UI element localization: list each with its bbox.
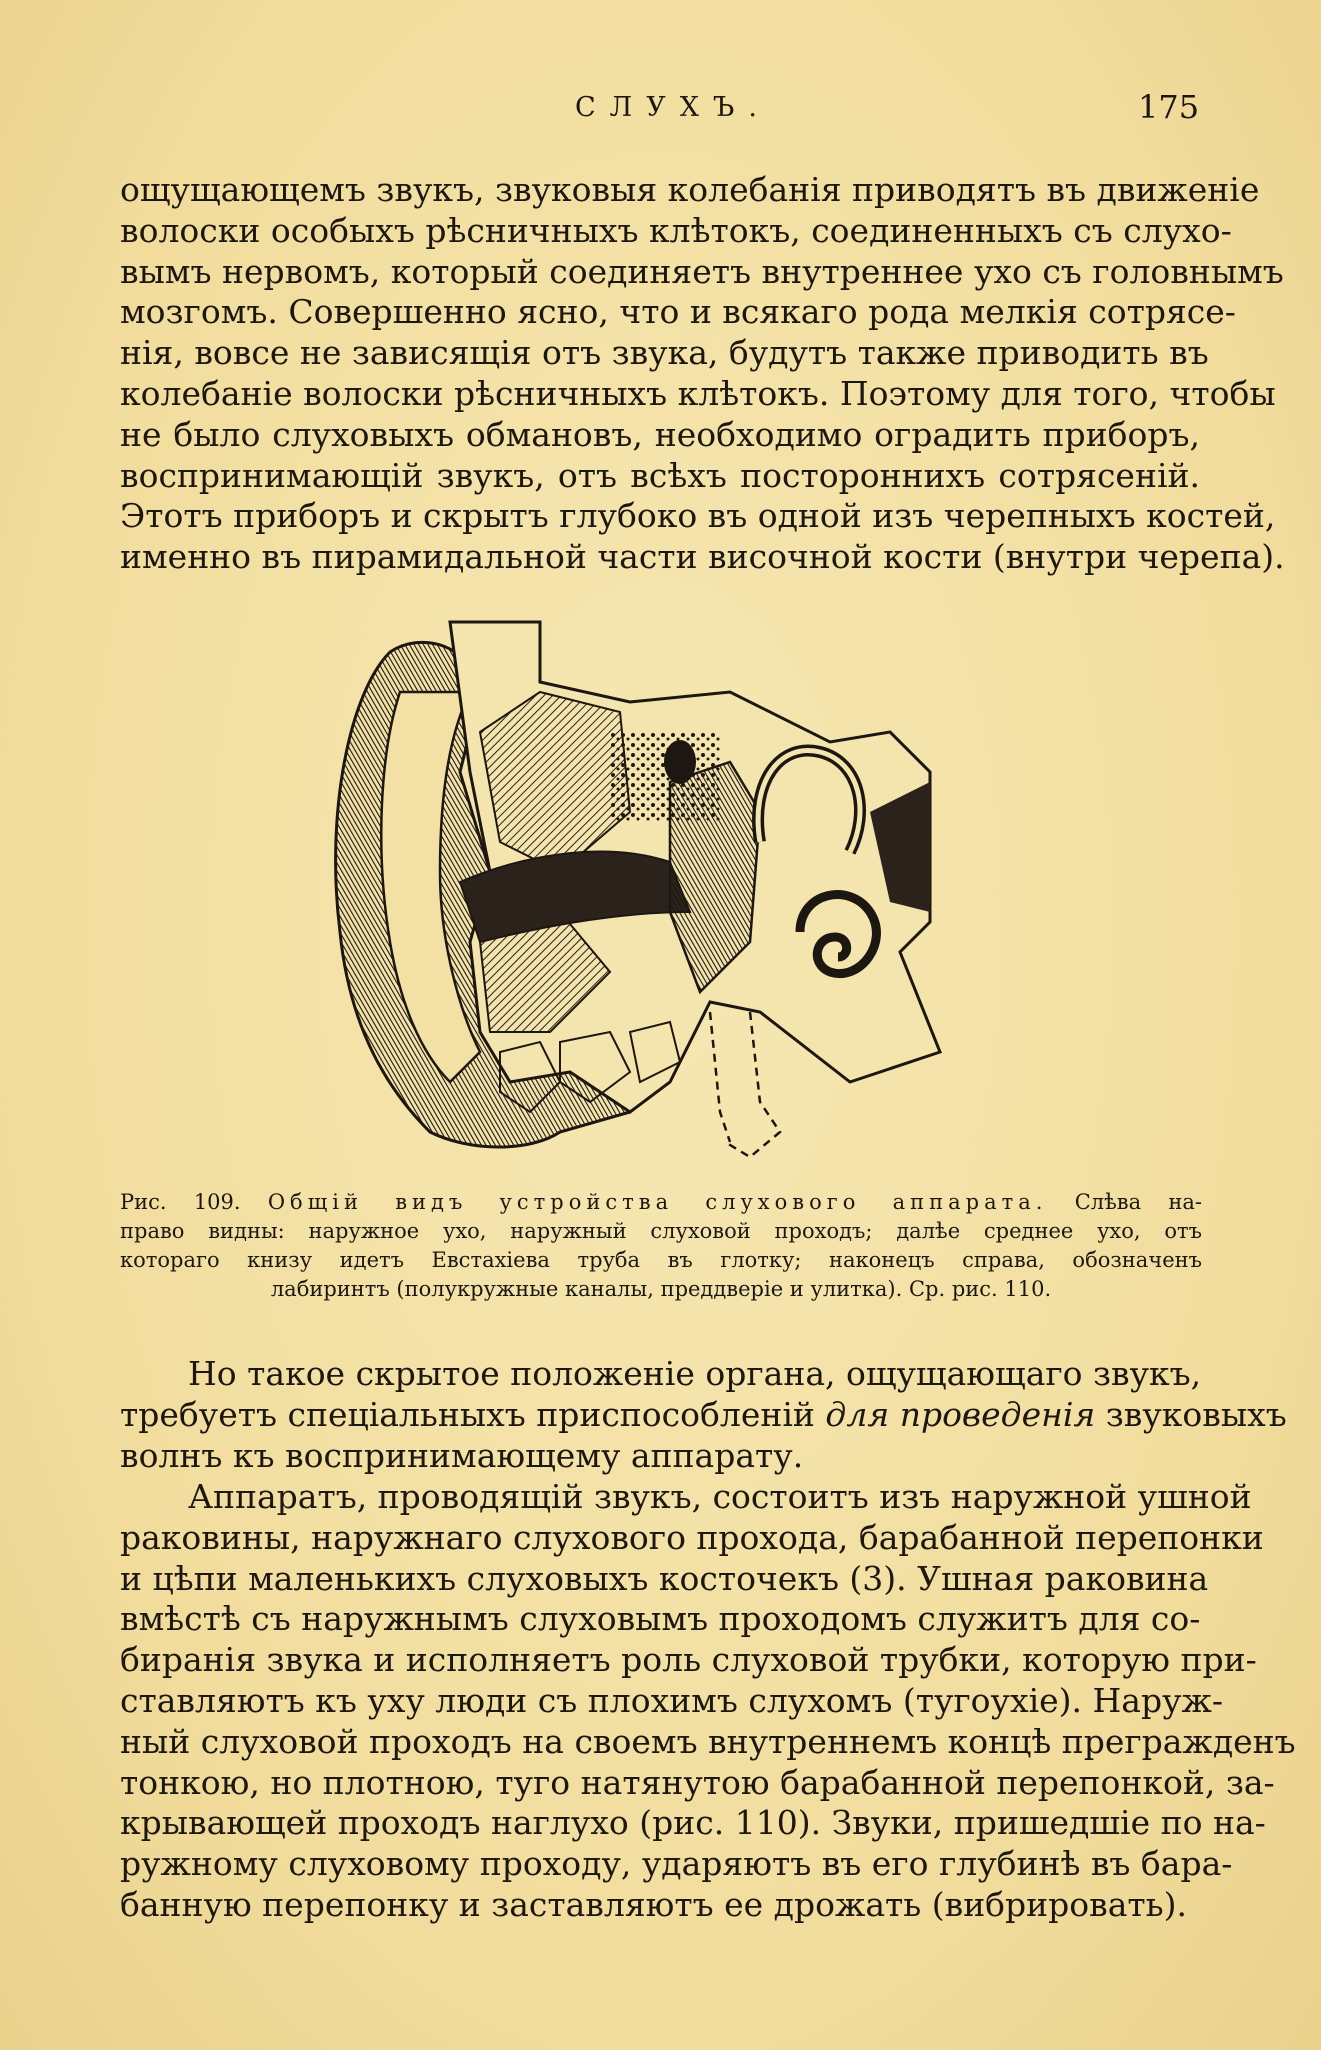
caption-text: Слѣва на- [1074, 1190, 1203, 1214]
page-number: 175 [1138, 88, 1200, 126]
text-line: ружному слуховому проходу, ударяютъ въ его глубинѣ въ бара- [120, 1844, 1233, 1884]
text-line: не было слуховыхъ обмановъ, необходимо оградить приборъ, [120, 414, 1200, 454]
caption-line [120, 1188, 1202, 1217]
paragraph-2 [120, 1354, 1287, 1476]
caption-line: право видны: наружное ухо, наружный слуховой проходъ; далѣе среднее ухо, отъ [120, 1219, 1202, 1243]
text-line: волоски особыхъ рѣсничныхъ клѣтокъ, соединенныхъ съ слухо- [120, 210, 1232, 250]
text-line: нія, вовсе не зависящія отъ звука, будутъ также приводить въ [120, 333, 1209, 373]
text-fragment: звуковыхъ [1105, 1394, 1287, 1434]
italic-emphasis: для проведенія [825, 1394, 1096, 1434]
text-line: биранія звука и исполняетъ роль слуховой трубки, которую при- [120, 1640, 1257, 1680]
text-line: ощущающемъ звукъ, звуковыя колебанія приводятъ въ движеніе [120, 170, 1260, 209]
figure-caption [120, 1188, 1202, 1304]
text-line: крывающей проходъ наглухо (рис. 110). Звуки, пришедшіе по на- [120, 1803, 1266, 1843]
text-line: мозгомъ. Совершенно ясно, что и всякаго рода мелкія сотрясе- [120, 292, 1236, 332]
text-line: вмѣстѣ съ наружнымъ слуховымъ проходомъ служитъ для со- [120, 1599, 1201, 1639]
text-line: тонкою, но плотною, туго натянутою барабанной перепонкой, за- [120, 1762, 1275, 1802]
text-line: Но такое скрытое положеніе органа, ощущающаго звукъ, [188, 1354, 1202, 1393]
ear-anatomy-illustration [330, 612, 1010, 1172]
text-line: Аппаратъ, проводящій звукъ, состоитъ изъ наружной ушной [188, 1477, 1252, 1516]
text-line: раковины, наружнаго слухового прохода, барабанной перепонки [120, 1517, 1264, 1557]
paragraph-1 [120, 170, 1285, 578]
text-line: Этотъ приборъ и скрытъ глубоко въ одной изъ черепныхъ костей, [120, 496, 1276, 536]
text-line: именно въ пирамидальной части височной кости (внутри черепа). [120, 537, 1285, 577]
text-fragment: требуетъ спеціальныхъ приспособленій [120, 1394, 815, 1434]
text-line: ставляютъ къ уху люди съ плохимъ слухомъ (тугоухіе). Наруж- [120, 1680, 1224, 1720]
text-line: колебаніе волоски рѣсничныхъ клѣтокъ. Поэтому для того, чтобы [120, 373, 1276, 413]
text-line: вымъ нервомъ, который соединяетъ внутреннее ухо съ головнымъ [120, 251, 1284, 291]
figure-label: Рис. 109. [120, 1190, 241, 1214]
caption-line: лабиринтъ (полукружные каналы, преддверіе и улитка). Ср. рис. 110. [270, 1277, 1052, 1301]
text-line: ный слуховой проходъ на своемъ внутреннемъ концѣ прегражденъ [120, 1721, 1296, 1761]
figure-title: Общій видъ устройства слухового аппарата. [267, 1190, 1048, 1214]
running-title: СЛУХЪ. [575, 92, 771, 123]
ear-anatomy-figure [330, 612, 1010, 1172]
text-line [120, 1394, 1287, 1436]
caption-line: котораго книзу идетъ Евстахіева труба въ глотку; наконецъ справа, обозначенъ [120, 1248, 1202, 1272]
text-line: воспринимающій звукъ, отъ всѣхъ постороннихъ сотрясеній. [120, 455, 1200, 495]
text-line: волнъ къ воспринимающему аппарату. [120, 1435, 804, 1475]
text-line: банную перепонку и заставляютъ ее дрожать (вибрировать). [120, 1884, 1188, 1924]
paragraph-3 [120, 1477, 1296, 1926]
text-line: и цѣпи маленькихъ слуховыхъ косточекъ (3). Ушная раковина [120, 1558, 1209, 1598]
